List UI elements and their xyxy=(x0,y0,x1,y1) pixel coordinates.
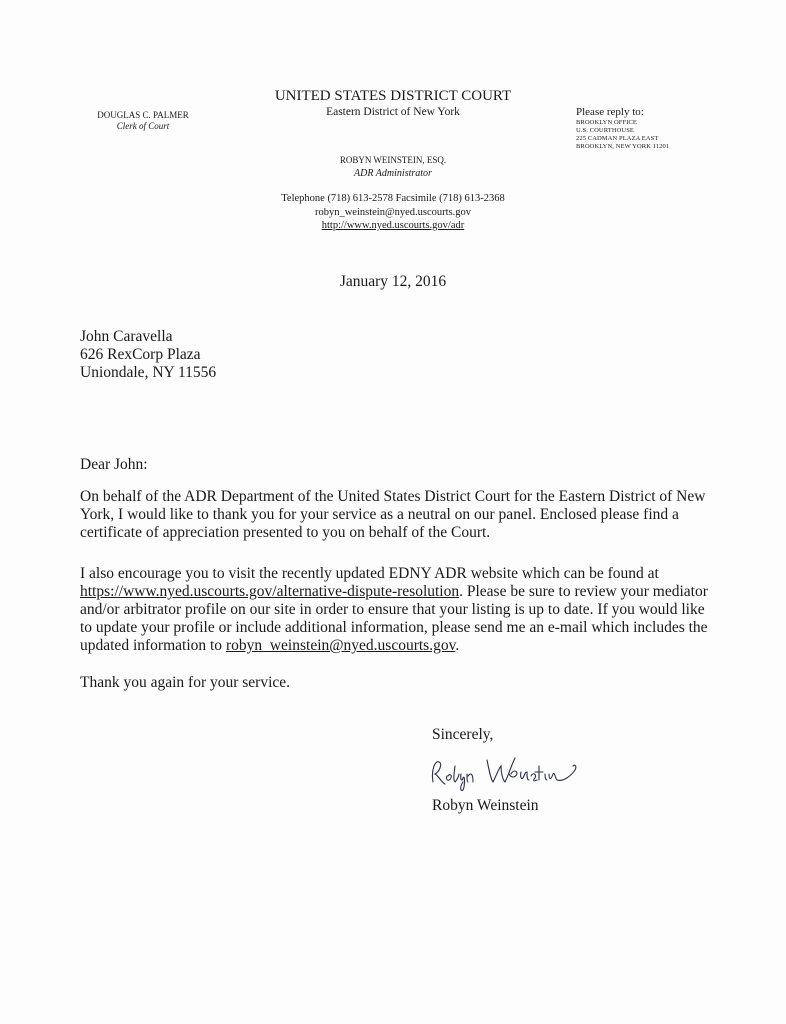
adr-page-link[interactable]: https://www.nyed.uscourts.gov/alternative-dispute-resolution xyxy=(80,583,460,600)
clerk-title: Clerk of Court xyxy=(116,121,170,131)
signer-name: Robyn Weinstein xyxy=(432,797,539,814)
recipient-city: Uniondale, NY 11556 xyxy=(80,364,217,381)
paragraph-thanks: On behalf of the ADR Department of the United States District Court for the Eastern District of New York, I would like to thank you for your service as a neutral on our panel. Enclosed please find a certificate of appreciation presented to you on behalf of the Court. xyxy=(80,488,706,541)
administrator-block xyxy=(293,154,493,180)
paragraph-website-intro: I also encourage you to visit the recently updated EDNY ADR website which can be found at xyxy=(80,565,659,582)
paragraph-website xyxy=(80,565,716,655)
recipient-address xyxy=(80,328,380,382)
clerk-name: DOUGLAS C. PALMER xyxy=(97,110,189,120)
clerk-block xyxy=(78,110,208,132)
reply-line: BROOKLYN, NEW YORK 11201 xyxy=(576,143,670,150)
paragraph-website-end: . xyxy=(455,637,460,654)
letterhead-center xyxy=(243,88,543,119)
reply-to-block xyxy=(576,106,716,151)
reply-line: BROOKLYN OFFICE xyxy=(576,119,637,126)
administrator-name: ROBYN WEINSTEIN, ESQ. xyxy=(339,155,447,165)
salutation: Dear John: xyxy=(80,456,148,473)
paragraph-closing-thanks: Thank you again for your service. xyxy=(80,674,291,691)
handwritten-signature xyxy=(425,752,585,792)
recipient-name: John Caravella xyxy=(80,328,173,345)
reply-line: U.S. COURTHOUSE xyxy=(576,127,634,134)
admin-email: robyn_weinstein@nyed.uscourts.gov xyxy=(314,206,472,218)
court-name: UNITED STATES DISTRICT COURT xyxy=(274,88,512,104)
letter-date: January 12, 2016 xyxy=(339,273,447,290)
reply-line: 225 CADMAN PLAZA EAST xyxy=(576,135,659,142)
recipient-street: 626 RexCorp Plaza xyxy=(80,346,201,363)
closing: Sincerely, xyxy=(432,726,494,743)
phone-fax: Telephone (718) 613-2578 Facsimile (718) 613-2368 xyxy=(281,193,505,204)
adr-website-link[interactable]: http://www.nyed.uscourts.gov/adr xyxy=(321,220,465,231)
email-link[interactable]: robyn_weinstein@nyed.uscourts.gov xyxy=(225,637,456,654)
district-name: Eastern District of New York xyxy=(326,106,460,118)
administrator-title: ADR Administrator xyxy=(354,168,432,179)
paragraph-website-body: . Please be sure to review your mediator and/or arbitrator profile on our site in order to ensure that your listing is up to date. If you would like to update your profile or include additional information, please send me an e-mail which includes the updated information to xyxy=(80,583,708,654)
contact-block xyxy=(243,192,543,233)
reply-heading: Please reply to: xyxy=(576,106,644,118)
